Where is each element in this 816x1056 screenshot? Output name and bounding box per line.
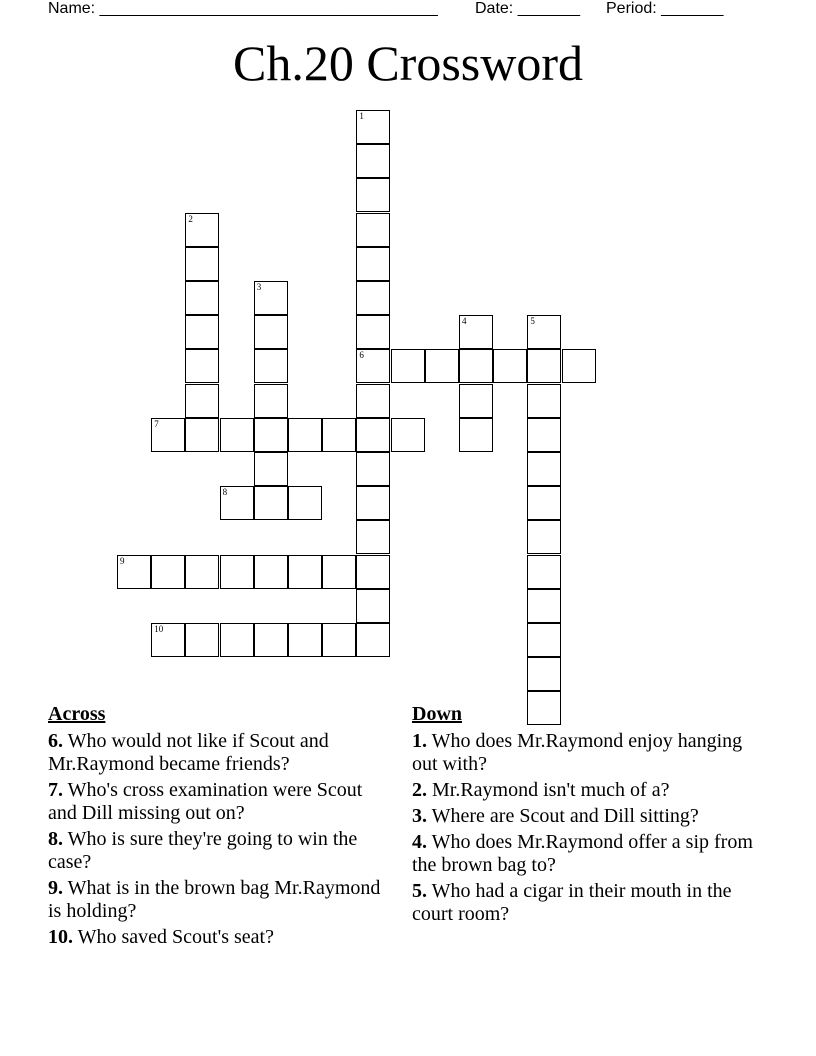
crossword-cell[interactable] bbox=[185, 281, 219, 315]
clue-down-1 bbox=[412, 730, 757, 776]
clue-text: What is in the brown bag Mr.Raymond is holding? bbox=[48, 877, 381, 922]
clue-number-label: 1 bbox=[359, 111, 364, 121]
crossword-cell[interactable] bbox=[459, 418, 493, 452]
clue-number-label: 4 bbox=[462, 316, 467, 327]
crossword-cell[interactable] bbox=[356, 144, 390, 178]
clue-down-3 bbox=[412, 805, 757, 828]
crossword-cell[interactable] bbox=[356, 418, 390, 452]
name-field[interactable]: Name: ______________________________________ bbox=[48, 0, 438, 17]
clue-text: Who does Mr.Raymond offer a sip from the brown bag to? bbox=[412, 831, 753, 876]
clue-number: 1. bbox=[412, 730, 427, 752]
clue-number-label: 3 bbox=[256, 282, 262, 292]
crossword-cell[interactable] bbox=[220, 623, 254, 657]
clue-number-label: 5 bbox=[530, 316, 535, 327]
clue-across-8 bbox=[48, 828, 388, 874]
down-heading: Down bbox=[412, 703, 463, 725]
crossword-cell[interactable] bbox=[356, 315, 390, 349]
clue-number: 6. bbox=[48, 730, 63, 752]
crossword-cell[interactable] bbox=[527, 657, 561, 691]
clue-down-4 bbox=[412, 831, 757, 877]
clue-text: Who had a cigar in their mouth in the court room? bbox=[412, 880, 732, 925]
crossword-cell[interactable] bbox=[220, 418, 254, 452]
clue-text: Where are Scout and Dill sitting? bbox=[427, 805, 699, 827]
date-field[interactable]: Date: _______ bbox=[475, 0, 580, 17]
clue-across-6 bbox=[48, 730, 388, 776]
crossword-cell[interactable] bbox=[288, 623, 322, 657]
clue-across-10 bbox=[48, 926, 388, 949]
crossword-cell[interactable] bbox=[254, 555, 288, 589]
crossword-cell[interactable] bbox=[254, 486, 288, 520]
clue-number: 3. bbox=[412, 805, 427, 827]
crossword-cell[interactable] bbox=[151, 623, 185, 657]
crossword-cell[interactable] bbox=[391, 349, 425, 383]
crossword-cell[interactable] bbox=[493, 349, 527, 383]
crossword-cell[interactable] bbox=[527, 486, 561, 520]
clue-text: Who does Mr.Raymond enjoy hanging out with? bbox=[412, 730, 743, 775]
clue-down-2 bbox=[412, 779, 757, 802]
crossword-cell[interactable] bbox=[459, 315, 493, 349]
crossword-cell[interactable] bbox=[254, 418, 288, 452]
clue-number-label: 8 bbox=[222, 487, 228, 498]
crossword-cell[interactable] bbox=[356, 213, 390, 247]
clue-text: Who is sure they're going to win the case? bbox=[48, 828, 358, 873]
crossword-cell[interactable] bbox=[356, 110, 390, 144]
crossword-cell[interactable] bbox=[356, 178, 390, 212]
clue-number: 4. bbox=[412, 831, 427, 853]
crossword-cell[interactable] bbox=[151, 555, 185, 589]
page-title: Ch.20 Crossword bbox=[232, 35, 584, 91]
crossword-cell[interactable] bbox=[185, 349, 219, 383]
crossword-cell[interactable] bbox=[185, 555, 219, 589]
clue-number: 7. bbox=[48, 779, 63, 801]
across-clues bbox=[48, 703, 388, 952]
crossword-cell[interactable] bbox=[117, 555, 151, 589]
crossword-cell[interactable] bbox=[322, 555, 356, 589]
crossword-cell[interactable] bbox=[356, 384, 390, 418]
crossword-cell[interactable] bbox=[527, 623, 561, 657]
crossword-cell[interactable] bbox=[322, 418, 356, 452]
crossword-cell[interactable] bbox=[185, 213, 219, 247]
crossword-cell[interactable] bbox=[356, 623, 390, 657]
clue-number-label: 7 bbox=[154, 418, 159, 429]
clue-number-label: 10 bbox=[154, 624, 164, 634]
clue-number: 2. bbox=[412, 779, 427, 801]
crossword-cell[interactable] bbox=[322, 623, 356, 657]
crossword-cell[interactable] bbox=[527, 384, 561, 418]
crossword-cell[interactable] bbox=[356, 247, 390, 281]
crossword-cell[interactable] bbox=[356, 452, 390, 486]
clue-number: 9. bbox=[48, 877, 63, 899]
crossword-cell[interactable] bbox=[356, 349, 390, 383]
crossword-cell[interactable] bbox=[220, 555, 254, 589]
crossword-cell[interactable] bbox=[527, 555, 561, 589]
crossword-cell[interactable] bbox=[527, 520, 561, 554]
crossword-cell[interactable] bbox=[185, 247, 219, 281]
clue-number-label: 6 bbox=[359, 350, 364, 361]
clue-number-label: 9 bbox=[120, 555, 125, 566]
clue-across-9 bbox=[48, 877, 388, 923]
crossword-cell[interactable] bbox=[527, 349, 561, 383]
clue-across-7 bbox=[48, 779, 388, 825]
across-heading: Across bbox=[48, 703, 106, 725]
crossword-cell[interactable] bbox=[254, 623, 288, 657]
crossword-cell[interactable] bbox=[288, 418, 322, 452]
crossword-cell[interactable] bbox=[185, 418, 219, 452]
crossword-cell[interactable] bbox=[254, 315, 288, 349]
clue-number: 10. bbox=[48, 926, 73, 948]
crossword-cell[interactable] bbox=[356, 589, 390, 623]
crossword-cell[interactable] bbox=[459, 349, 493, 383]
clue-down-5 bbox=[412, 880, 757, 926]
crossword-cell[interactable] bbox=[527, 418, 561, 452]
crossword-cell[interactable] bbox=[254, 384, 288, 418]
crossword-cell[interactable] bbox=[391, 418, 425, 452]
down-clues bbox=[412, 703, 757, 929]
crossword-cell[interactable] bbox=[356, 486, 390, 520]
clue-number: 5. bbox=[412, 880, 427, 902]
crossword-cell[interactable] bbox=[254, 452, 288, 486]
crossword-cell[interactable] bbox=[527, 315, 561, 349]
clue-text: Mr.Raymond isn't much of a? bbox=[427, 779, 670, 801]
crossword-cell[interactable] bbox=[185, 384, 219, 418]
crossword-cell[interactable] bbox=[185, 315, 219, 349]
clue-number-label: 2 bbox=[188, 213, 193, 224]
period-field[interactable]: Period: _______ bbox=[606, 0, 724, 17]
crossword-cell[interactable] bbox=[288, 555, 322, 589]
crossword-cell[interactable] bbox=[562, 349, 596, 383]
crossword-cell[interactable] bbox=[220, 486, 254, 520]
crossword-cell[interactable] bbox=[356, 555, 390, 589]
crossword-cell[interactable] bbox=[425, 349, 459, 383]
crossword-cell[interactable] bbox=[254, 281, 288, 315]
crossword-cell[interactable] bbox=[356, 281, 390, 315]
crossword-cell[interactable] bbox=[151, 418, 185, 452]
crossword-cell[interactable] bbox=[185, 623, 219, 657]
crossword-cell[interactable] bbox=[527, 452, 561, 486]
clue-text: Who's cross examination were Scout and Dill missing out on? bbox=[48, 779, 363, 824]
clue-text: Who would not like if Scout and Mr.Raymond became friends? bbox=[48, 730, 329, 775]
clue-number: 8. bbox=[48, 828, 63, 850]
clue-text: Who saved Scout's seat? bbox=[73, 926, 274, 948]
crossword-cell[interactable] bbox=[459, 384, 493, 418]
crossword-cell[interactable] bbox=[527, 589, 561, 623]
crossword-cell[interactable] bbox=[356, 520, 390, 554]
crossword-cell[interactable] bbox=[288, 486, 322, 520]
crossword-cell[interactable] bbox=[254, 349, 288, 383]
